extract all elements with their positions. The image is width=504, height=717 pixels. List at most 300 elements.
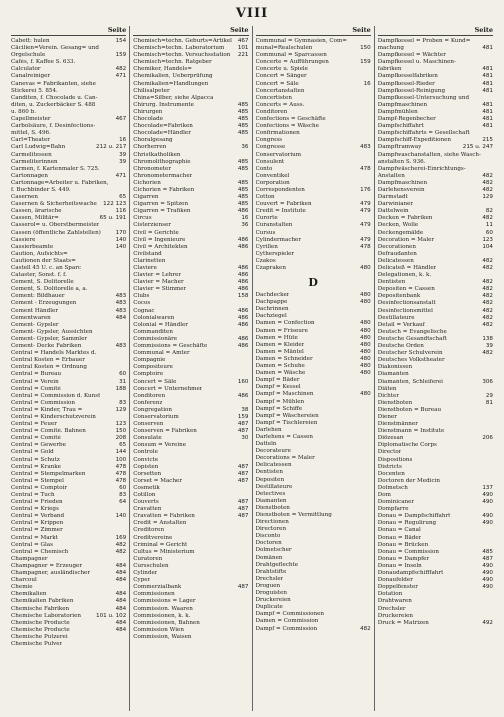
index-entry [11,201,126,208]
entry-term: Commissionäre [133,335,178,342]
index-entry [378,265,493,272]
entry-term: Damen = Kleider [255,341,305,348]
index-entry [378,159,493,166]
entry-term: Chemikalien Fabriken [11,598,74,605]
entry-term: Duplicate [255,604,283,611]
entry-term: Druckereien [255,597,291,604]
entry-page-ref: 65 [119,194,127,201]
entry-term: Concertisten [255,94,292,101]
entry-page-ref: 482 [482,186,493,193]
entry-term: Canevas = Fabrikanten, siehe [11,80,96,87]
entry-page-ref: 82 [485,208,493,215]
index-entry [378,421,493,428]
index-entry [133,180,248,187]
entry-page-ref: 159 [237,413,249,420]
entry-term: Consulent [255,158,285,165]
index-entry [133,116,248,123]
entry-page-ref: 16 [119,137,127,144]
index-entry [378,286,493,293]
index-entry [133,144,248,151]
entry-term: Charcoul [11,577,37,584]
entry-term: Creditoren [133,527,165,534]
index-entry [11,173,126,180]
entry-page-ref: 39 [119,158,127,165]
entry-page-ref: 169 [115,534,127,541]
entry-term: Commissionen, Bahnen [133,619,200,626]
entry-term: Delicatessen [377,257,414,264]
entry-page-ref: 206 [482,435,493,442]
index-entry [256,399,371,406]
index-entry [256,455,371,462]
index-entry [11,159,126,166]
index-entry [378,506,493,513]
entry-term: Chemische Fabriken [11,605,70,612]
entry-term: Dampfkessel-Reinigung [377,87,446,94]
entry-term: Comptoire [133,371,164,378]
entry-page-ref: 482 [482,265,493,271]
index-entry [378,513,493,520]
entry-term: Decorateure [255,448,291,455]
index-entry [256,244,371,251]
index-entry [256,377,371,384]
entry-term: Cigarren = Spitzen [133,201,189,208]
index-entry [256,547,371,554]
index-entry [378,208,493,215]
entry-page-ref: 467 [237,38,249,44]
entry-term: Cartonnagen [11,172,48,179]
entry-page-ref: 482 [482,350,493,357]
entry-term: Darlehen [255,426,282,433]
index-entry [256,533,371,540]
index-entry [11,606,126,613]
entry-page-ref: 482 [115,541,127,548]
index-entry [256,265,371,272]
entry-page-ref: 490 [482,577,493,584]
index-entry [11,513,126,520]
index-entry [133,563,248,570]
index-entry [133,258,248,265]
entry-page-ref: 129 [482,194,493,201]
entry-term: Central = Commission [11,399,76,406]
entry-term: Doctoren der Medicin [377,477,440,484]
entry-term: Cravatten = Fabriken [133,513,195,520]
index-entry [256,306,371,313]
entry-page-ref: 486 [237,335,249,342]
entry-page-ref: 484 [115,619,127,626]
index-entry [133,265,248,272]
entry-term: Cassierbeamte [11,243,54,250]
index-entry [133,315,248,322]
entry-term: Dampfwaschanstalten, siehe Wasch- [377,151,481,158]
entry-term: Deutscher Schulverein [377,350,443,357]
entry-term: Druck = Matrizen [377,619,429,626]
entry-term: Clarinetten [133,257,166,264]
entry-page-ref: 480 [360,341,371,348]
index-entry [11,230,126,237]
index-entry [11,38,126,45]
index-entry [11,428,126,435]
entry-term: Chemikalien [11,591,47,598]
entry-term: Darlehensverein [377,186,425,193]
entry-term: Cylindermacher [255,236,302,243]
entry-page-ref: 485 [237,116,249,123]
entry-term: Chocolade=Fabriken [133,123,193,130]
index-entry [378,464,493,471]
entry-page-ref: 481 [482,87,493,94]
entry-page-ref: 482 [482,179,493,186]
entry-term: Concerts = Auss. [255,101,305,108]
index-entry [11,393,126,400]
index-entry [378,95,493,102]
index-entry [133,379,248,386]
index-entry [378,336,493,343]
entry-term: Curanstalten [255,222,293,229]
index-entry [256,576,371,583]
entry-term: Canalreiniger [11,73,51,80]
entry-term: Cichorien = Fabriken [133,186,195,193]
index-entry [133,435,248,442]
entry-term: machung [377,45,404,52]
entry-page-ref: 478 [115,463,127,470]
index-entry [133,81,248,88]
entry-term: Central = Frieden [11,499,63,506]
entry-term: Deckengemälde [377,229,424,236]
entry-term: Damen = Hüte [255,334,298,341]
entry-term: Chemische Putzerei [11,633,68,640]
column-header: Seite [133,26,248,36]
index-entry [11,95,126,102]
index-entry [256,130,371,137]
entry-term: Diamanten [255,497,287,504]
entry-page-ref: 490 [482,584,493,591]
entry-page-ref: 480 [360,355,371,362]
index-entry [378,343,493,350]
entry-term: Diamanten, Schleiferei [377,378,443,385]
entry-page-ref: 486 [237,272,249,279]
entry-page-ref: 481 [482,45,493,52]
entry-term: Conditoren [133,392,166,399]
entry-term: Conferenz [133,399,163,406]
entry-term: Colonialwaren [133,314,175,321]
entry-page-ref: 104 [482,243,493,250]
index-entry [133,123,248,130]
entry-page-ref: 485 [482,548,493,555]
index-entry [256,590,371,597]
entry-page-ref: 38 [241,406,249,413]
entry-term: Orgelschule [11,52,46,59]
entry-term: Cotton [255,194,275,201]
entry-term: Chemische Producte [11,626,70,633]
index-entry [378,449,493,456]
index-entry [378,357,493,364]
entry-page-ref: 479 [360,222,371,229]
entry-term: Dienstboten [377,399,413,406]
entry-term: u. 860 b. [11,108,36,115]
index-entry [11,144,126,151]
index-entry [11,130,126,137]
index-entry [11,442,126,449]
index-entry [11,577,126,584]
index-entry [133,542,248,549]
entry-term: Castell 45 U. c. an Sparc [11,265,82,271]
index-entry [11,180,126,187]
entry-term: Commissions = Lager [133,598,196,605]
entry-page-ref: 170 [115,229,127,236]
entry-term: Dompfarre [377,506,409,513]
index-entry [256,491,371,498]
entry-page-ref: 485 [237,108,249,115]
entry-page-ref: 480 [360,299,371,306]
entry-page-ref: 482 [115,66,127,73]
entry-term: Confections = Geschäfte [255,116,326,123]
index-entry [256,95,371,102]
entry-page-ref: 123 [115,421,127,428]
entry-term: Dampfkessel-Rieder [377,80,435,87]
entry-term: Central = Stempel [11,477,64,484]
entry-page-ref: 306 [482,378,493,385]
entry-term: Central = Markt [11,534,58,541]
entry-term: Champagner [11,555,48,562]
index-entry [378,272,493,279]
entry-term: Detectives [255,490,286,497]
index-entry [256,597,371,604]
index-entry [11,73,126,80]
entry-term: Chemische Pulver [11,640,63,647]
entry-page-ref: 482 [482,300,493,307]
index-entry [133,343,248,350]
entry-term: Czakos [255,257,276,264]
entry-term: Circus [133,215,152,222]
index-entry [11,350,126,357]
index-entry [11,102,126,109]
index-entry [378,279,493,286]
index-column-1 [8,26,130,711]
entry-page-ref: 16 [241,215,249,222]
index-entry [378,598,493,605]
index-entry [133,130,248,137]
index-entry [378,556,493,563]
entry-page-ref: 487 [237,463,249,470]
entry-page-ref: 65 u. 191 [99,215,127,222]
index-entry [11,258,126,265]
entry-term: Dachrinnen [255,306,289,313]
index-entry [378,38,493,45]
index-column-3 [253,26,375,711]
index-entry [133,88,248,95]
index-entry [256,38,371,45]
entry-term: Dachpappe [255,299,288,306]
entry-term: Central Kosten = Ordnung [11,364,87,371]
entry-term: Diözesan [377,435,404,442]
entry-page-ref: 60 [119,484,127,491]
entry-term: Carl=Theater [11,137,50,144]
entry-term: Dispositions [377,456,413,463]
index-entry [11,208,126,215]
entry-page-ref: 482 [115,548,127,555]
index-entry [133,527,248,534]
index-entry [256,320,371,327]
index-entry [378,542,493,549]
entry-page-ref: 154 [115,38,127,44]
entry-term: Chirurgen [133,108,163,115]
entry-term: Central = Kinder, Trau = [11,406,83,413]
entry-page-ref: 487 [482,555,493,562]
entry-term: Chemikalien=Handlungen [133,80,209,87]
index-entry [256,356,371,363]
index-entry [378,88,493,95]
entry-term: Chemische Laboratorien [11,612,81,619]
index-entry [378,350,493,357]
index-entry [378,258,493,265]
entry-term: Darwinianer [377,201,414,208]
entry-term: Central = Commission d. Kunst [11,392,101,399]
index-entry [256,555,371,562]
entry-page-ref: 221 [237,52,249,59]
index-entry [378,393,493,400]
entry-term: Delegationen, k. k. [377,272,432,279]
index-entry [378,478,493,485]
index-entry [256,462,371,469]
entry-page-ref: 485 [237,158,249,165]
index-entry [256,512,371,519]
index-entry [11,265,126,272]
entry-term: munal=Realschulen [255,45,313,52]
entry-page-ref: 486 [237,243,249,250]
entry-page-ref: 483 [115,307,127,314]
entry-term: Cassen, ärarische [11,208,62,215]
entry-page-ref: 140 [115,243,127,250]
entry-term: Clavier = Macher [133,279,184,286]
entry-term: Decken = Fabriken [377,215,433,222]
entry-term: Conto [255,165,273,172]
index-entry [378,116,493,123]
entry-page-ref: 480 [360,320,371,327]
entry-term: Chemische Producte [11,619,70,626]
index-entry [11,116,126,123]
entry-term: Conserven [133,421,164,428]
index-entry [11,570,126,577]
entry-term: Central = Kinderschutzverein [11,413,96,420]
entry-term: Dentisten [377,279,406,286]
entry-page-ref: 485 [237,186,249,193]
entry-term: Cognac [133,307,155,314]
index-entry [133,442,248,449]
entry-term: Cyper [133,577,151,584]
index-entry [133,251,248,258]
index-entry [378,492,493,499]
index-entry [133,350,248,357]
index-entry [11,52,126,59]
index-entry [256,180,371,187]
entry-term: Carmelitessen [11,151,52,158]
entry-term: Dampfkesselfabriken [377,73,438,80]
entry-term: Civil = Gerichte [133,229,179,236]
entry-term: Dampfkessel-Untersuchung und [377,94,470,101]
entry-page-ref: 487 [237,428,249,435]
index-entry [11,364,126,371]
entry-term: Donau = Commission [377,548,439,555]
entry-term: Correspondenten [255,186,305,193]
entry-term: Dampf = Bäder [255,377,300,384]
index-entry [133,66,248,73]
index-entry [256,526,371,533]
entry-term: Central = Handels Marktes d. [11,350,97,357]
entry-page-ref: 490 [482,562,493,569]
entry-term: Datteln [255,441,277,448]
entry-page-ref: 16 [363,80,371,87]
entry-page-ref: 481 [482,123,493,130]
index-entry [11,286,126,293]
entry-term: Dampfmühlen [377,108,418,115]
index-entry [11,194,126,201]
index-entry [11,506,126,513]
entry-term: Couverts [133,499,159,506]
index-entry [133,407,248,414]
entry-term: anstalten S. 936. [377,158,426,165]
entry-term: Convicte [133,456,159,463]
index-entry [256,123,371,130]
entry-page-ref: 482 [482,307,493,314]
entry-page-ref: 480 [360,265,371,271]
index-entry [133,152,248,159]
entry-page-ref: 486 [237,343,249,350]
entry-page-ref: 487 [237,506,249,513]
index-entry [11,379,126,386]
entry-page-ref: 483 [115,343,127,350]
entry-page-ref: 490 [482,520,493,527]
index-entry [256,604,371,611]
index-entry [256,342,371,349]
entry-page-ref: 150 [115,428,127,435]
entry-page-ref: 490 [482,492,493,498]
entry-term: Dampfkessel = Proben = Kund= [377,38,471,44]
index-entry [378,414,493,421]
index-entry [133,173,248,180]
index-entry [256,194,371,201]
index-entry [133,208,248,215]
entry-page-ref: 30 [241,435,249,442]
entry-term: Central = Chemisch [11,548,69,555]
entry-term: Credit = Anstalten [133,520,187,527]
entry-term: Conventikel [255,172,290,179]
entry-term: Diakonissen [377,364,413,371]
index-entry [378,152,493,159]
entry-page-ref: 484 [115,626,127,633]
entry-term: Cisterzienser [133,222,171,229]
entry-page-ref: 100 [115,456,127,463]
entry-term: Decoration = Maler [377,236,435,243]
entry-page-ref: 150 [360,45,371,52]
entry-page-ref: 212 u. 217 [96,144,127,151]
entry-page-ref: 486 [237,314,249,321]
entry-term: Depositen = Cassen [377,286,435,293]
index-entry [133,400,248,407]
entry-term: Dienstmänner [377,421,418,428]
entry-term: Cement Händler [11,307,59,314]
index-entry [133,556,248,563]
entry-term: Chronometermacher [133,172,193,179]
entry-term: Chemiker, Handels= [133,66,192,73]
entry-term: Donaudampfschifffahrt [377,570,444,577]
entry-list [256,38,371,633]
entry-page-ref: 483 [360,144,371,151]
index-entry [133,520,248,527]
entry-page-ref: 485 [237,123,249,130]
index-entry [11,634,126,641]
index-entry [133,230,248,237]
entry-term: Cement- Gypsler [11,321,59,328]
index-entry [11,449,126,456]
